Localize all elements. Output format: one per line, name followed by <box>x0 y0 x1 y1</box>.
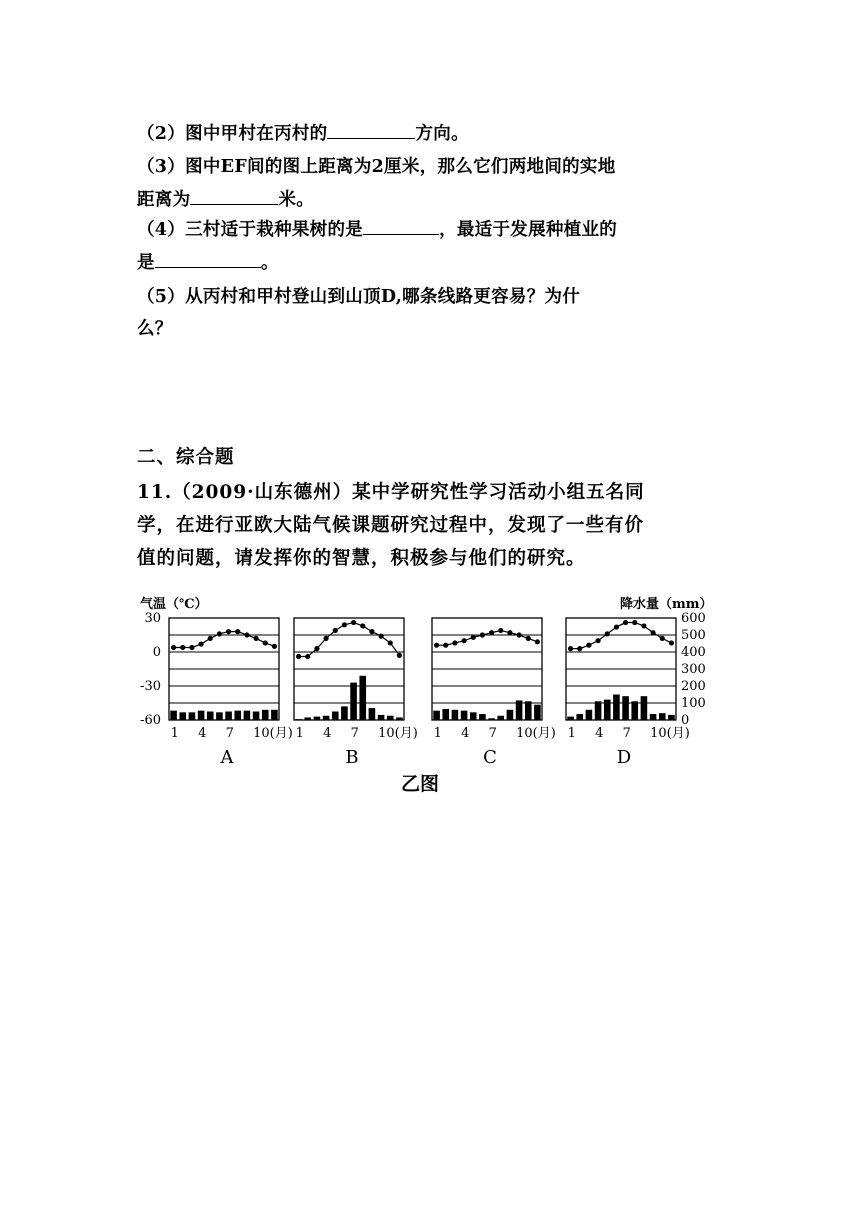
question-4-continued <box>137 249 279 274</box>
temperature-point <box>323 636 328 641</box>
temperature-point <box>360 623 365 628</box>
answer-blank <box>327 123 415 139</box>
panel-label: D <box>616 747 632 768</box>
precipitation-bar <box>295 719 302 720</box>
temperature-point <box>244 632 249 637</box>
precipitation-bar <box>516 700 523 720</box>
section-heading-text: 二、综合题 <box>137 447 235 468</box>
question-3-line2-prefix: 距离为 <box>137 190 191 210</box>
temperature-tick-labels <box>140 611 161 728</box>
question-3-line2-suffix: 米。 <box>278 190 315 210</box>
precipitation-tick-label: 100 <box>681 696 706 711</box>
precipitation-bar <box>253 712 260 721</box>
answer-blank <box>155 252 261 268</box>
precipitation-bar <box>225 712 232 721</box>
precipitation-bar <box>234 711 241 720</box>
climate-panel-a <box>169 618 293 768</box>
month-tick-label: 1 <box>567 726 576 741</box>
left-axis-label: 气温（℃） <box>140 597 208 612</box>
precipitation-bar <box>622 696 629 720</box>
temperature-point <box>397 653 402 658</box>
precipitation-bar <box>534 705 541 720</box>
right-axis-label: 降水量（mm） <box>620 597 713 612</box>
temperature-point <box>526 636 531 641</box>
precipitation-bar <box>341 706 348 720</box>
temperature-point <box>217 631 222 636</box>
precipitation-bar <box>650 714 657 720</box>
question-11-text-2: 学，在进行亚欧大陆气候课题研究过程中，发现了一些有价 <box>137 515 645 536</box>
question-2-suffix: 方向。 <box>415 124 469 144</box>
precipitation-bar <box>271 710 278 720</box>
temperature-point <box>623 620 628 625</box>
precipitation-bar <box>631 701 638 720</box>
temperature-point <box>586 643 591 648</box>
precipitation-bar <box>641 696 648 720</box>
month-tick-label: 10(月) <box>516 726 556 741</box>
answer-blank <box>190 189 278 205</box>
question-3-text: （3）图中EF间的图上距离为2厘米，那么它们两地间的实地 <box>137 157 616 177</box>
panel-label: A <box>220 747 234 768</box>
temperature-point <box>434 643 439 648</box>
temperature-point <box>568 646 573 651</box>
precipitation-bar <box>613 695 620 721</box>
temperature-point <box>480 632 485 637</box>
temperature-point <box>226 629 231 634</box>
precipitation-bar <box>314 717 321 720</box>
precipitation-bar <box>262 710 269 720</box>
temperature-point <box>342 622 347 627</box>
temperature-point <box>498 628 503 633</box>
temperature-point <box>351 620 356 625</box>
precipitation-bar <box>198 711 205 720</box>
precipitation-bar <box>350 683 357 720</box>
temperature-point <box>632 620 637 625</box>
precipitation-bar <box>207 712 214 721</box>
precipitation-bar <box>216 712 223 720</box>
panel-label: C <box>483 747 497 768</box>
question-2 <box>137 120 469 145</box>
month-tick-label: 7 <box>225 726 234 741</box>
temperature-line <box>571 623 672 649</box>
temperature-tick-label: -60 <box>140 713 161 728</box>
temperature-point <box>189 645 194 650</box>
month-tick-label: 10(月) <box>253 726 293 741</box>
month-tick-label: 4 <box>198 726 207 741</box>
precipitation-bar <box>461 711 468 720</box>
month-tick-label: 1 <box>295 726 304 741</box>
temperature-point <box>461 638 466 643</box>
month-tick-label: 1 <box>170 726 179 741</box>
panel-label: B <box>345 747 359 768</box>
precipitation-tick-label: 200 <box>681 679 706 694</box>
question-11-text-3: 值的问题，请发挥你的智慧，积极参与他们的研究。 <box>137 548 586 569</box>
temperature-point <box>489 630 494 635</box>
precipitation-bar <box>452 710 459 720</box>
climate-chart-figure <box>0 588 860 798</box>
temperature-point <box>516 632 521 637</box>
climate-panel-b <box>294 618 418 768</box>
precipitation-bar <box>396 717 403 720</box>
temperature-point <box>314 646 319 651</box>
precipitation-bar <box>323 716 330 720</box>
temperature-point <box>452 640 457 645</box>
precipitation-tick-label: 400 <box>681 645 706 660</box>
question-11-text-1: 11.（2009·山东德州）某中学研究性学习活动小组五名同 <box>137 482 645 503</box>
precipitation-bar <box>179 712 186 720</box>
precipitation-bar <box>304 717 311 720</box>
climate-panel-d <box>566 618 690 768</box>
question-4-line2-prefix: 是 <box>137 253 155 273</box>
month-tick-label: 7 <box>488 726 497 741</box>
precipitation-tick-label: 300 <box>681 662 706 677</box>
month-tick-label: 1 <box>433 726 442 741</box>
answer-blank <box>363 219 439 235</box>
temperature-tick-label: 0 <box>152 645 161 660</box>
precipitation-bar <box>442 709 449 720</box>
precipitation-tick-label: 500 <box>681 628 706 643</box>
precipitation-bar <box>479 714 486 720</box>
temperature-point <box>605 631 610 636</box>
precipitation-bar <box>387 716 394 720</box>
month-tick-label: 10(月) <box>650 726 690 741</box>
precipitation-bar <box>244 711 251 720</box>
temperature-point <box>171 645 176 650</box>
precipitation-bar <box>378 715 385 720</box>
temperature-point <box>507 630 512 635</box>
precipitation-bar <box>525 701 532 720</box>
month-tick-label: 10(月) <box>378 726 418 741</box>
question-11-line3 <box>137 544 586 570</box>
month-tick-label: 4 <box>461 726 470 741</box>
precipitation-bar <box>359 676 366 720</box>
month-tick-label: 7 <box>622 726 631 741</box>
temperature-point <box>333 628 338 633</box>
temperature-point <box>198 641 203 646</box>
temperature-point <box>253 636 258 641</box>
precipitation-bar <box>332 712 339 721</box>
question-5-line2: 么？ <box>137 319 173 339</box>
question-3 <box>137 153 616 178</box>
precipitation-bar <box>189 712 196 720</box>
temperature-point <box>369 629 374 634</box>
temperature-line <box>437 630 538 645</box>
precipitation-bar <box>433 711 440 720</box>
temperature-line <box>174 632 275 648</box>
temperature-point <box>614 624 619 629</box>
precipitation-bar <box>567 717 574 720</box>
question-5-continued <box>137 315 173 340</box>
precipitation-bar <box>586 710 593 720</box>
question-4-text: （4）三村适于栽种果树的是 <box>137 220 364 240</box>
precipitation-bar <box>369 708 376 720</box>
precipitation-bar <box>488 718 495 720</box>
temperature-point <box>296 654 301 659</box>
precipitation-bar <box>497 716 504 720</box>
temperature-point <box>471 635 476 640</box>
temperature-point <box>180 645 185 650</box>
precipitation-tick-label: 600 <box>681 611 706 626</box>
temperature-point <box>305 654 310 659</box>
temperature-point <box>443 643 448 648</box>
question-4 <box>137 216 617 241</box>
question-11-line2 <box>137 511 644 537</box>
temperature-point <box>660 636 665 641</box>
climate-panel-c <box>432 618 556 768</box>
temperature-point <box>263 640 268 645</box>
figure-caption: 乙图 <box>400 773 440 795</box>
question-2-text: （2）图中甲村在丙村的 <box>137 124 328 144</box>
precipitation-bar <box>170 711 177 720</box>
climate-panels <box>169 618 690 768</box>
temperature-point <box>388 640 393 645</box>
temperature-point <box>577 646 582 651</box>
precipitation-tick-label: 0 <box>681 713 690 728</box>
month-tick-label: 4 <box>323 726 332 741</box>
precipitation-bar <box>576 714 583 720</box>
precipitation-bar <box>668 715 675 720</box>
temperature-tick-label: -30 <box>140 679 161 694</box>
precipitation-bar <box>470 712 477 720</box>
question-5-text: （5）从丙村和甲村登山到山顶D,哪条线路更容易？为什 <box>137 287 581 307</box>
precipitation-tick-labels <box>681 611 706 728</box>
temperature-tick-label: 30 <box>144 611 161 626</box>
temperature-point <box>272 644 277 649</box>
question-4-mid: ，最适于发展种植业的 <box>439 220 618 240</box>
question-11-line1 <box>137 478 645 504</box>
question-4-line2-suffix: 。 <box>260 253 279 273</box>
temperature-point <box>208 636 213 641</box>
temperature-point <box>669 640 674 645</box>
precipitation-bar <box>507 710 514 720</box>
question-5 <box>137 283 580 308</box>
precipitation-bar <box>595 701 602 720</box>
precipitation-bar <box>659 713 666 720</box>
section-heading <box>137 443 235 469</box>
temperature-point <box>641 623 646 628</box>
precipitation-bar <box>604 700 611 720</box>
month-tick-label: 4 <box>595 726 604 741</box>
temperature-point <box>378 634 383 639</box>
temperature-point <box>535 639 540 644</box>
temperature-point <box>650 630 655 635</box>
temperature-point <box>595 638 600 643</box>
question-3-continued <box>137 186 314 211</box>
temperature-point <box>235 629 240 634</box>
month-tick-label: 7 <box>350 726 359 741</box>
temperature-line <box>299 623 400 657</box>
